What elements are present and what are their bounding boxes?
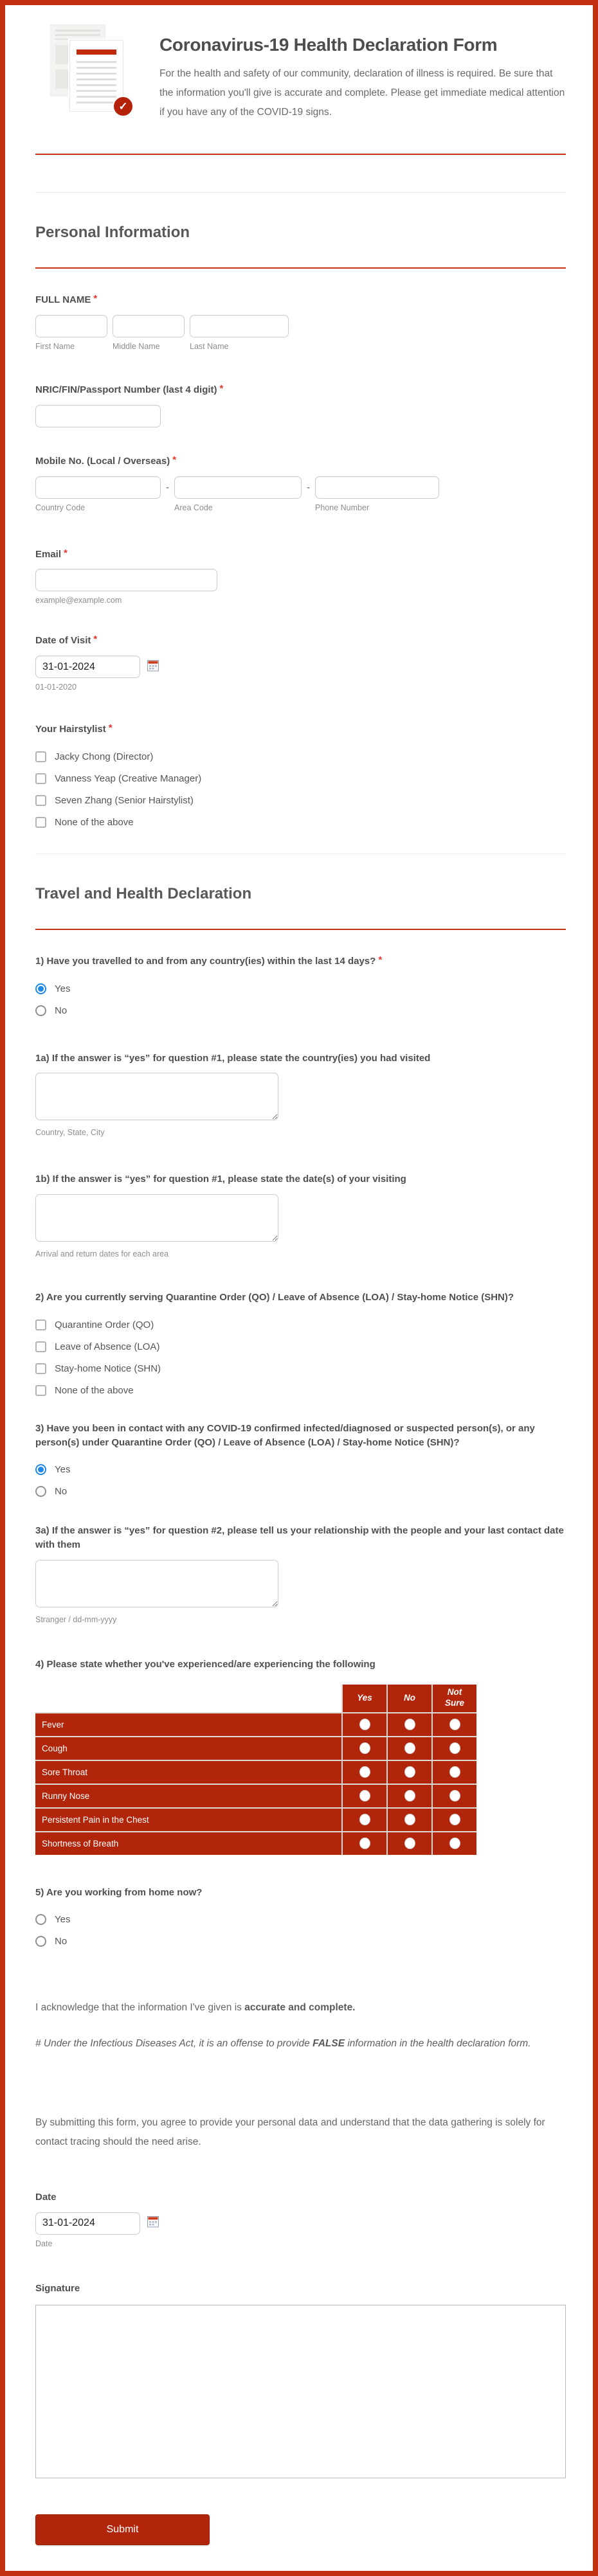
infectious-diseases-note: # Under the Infectious Diseases Act, it is an offense to provide FALSE information in the health declaration form. xyxy=(35,2038,531,2050)
full-name-label: FULL NAME * xyxy=(35,293,98,306)
q1-yes-option[interactable]: Yes xyxy=(35,983,566,994)
date-label: Date xyxy=(35,2192,57,2203)
required-asterisk: * xyxy=(93,634,98,645)
radio[interactable] xyxy=(450,1719,460,1730)
symptom-table xyxy=(35,1685,476,1855)
q5-label: 5) Are you working from home now? xyxy=(35,1886,203,1898)
symptom-row-label: Runny Nose xyxy=(35,1785,341,1807)
date-of-visit-input[interactable] xyxy=(35,656,140,678)
q4-chestpain-notsure-cell[interactable] xyxy=(433,1809,476,1831)
q1-options xyxy=(35,983,566,1016)
q4-sorethroat-notsure-cell[interactable] xyxy=(433,1761,476,1784)
radio-selected[interactable] xyxy=(35,1464,46,1475)
q1-no-option[interactable]: No xyxy=(35,1005,566,1016)
q1b-sublabel: Arrival and return dates for each area xyxy=(35,1249,169,1258)
radio[interactable] xyxy=(405,1838,415,1848)
form-description: For the health and safety of our community, declaration of illness is required. Be sure that the information you'll give is accurate and complete. Please get immediate medical attention if you have any of the COVID-19 signs. xyxy=(159,68,565,118)
radio[interactable] xyxy=(35,1005,46,1016)
q3a-label: 3a) If the answer is “yes” for question #2, please tell us your relationship with the people and your last contact date with them xyxy=(35,1525,564,1550)
middle-name-input[interactable] xyxy=(113,315,185,337)
symptom-row-label: Sore Throat xyxy=(35,1761,341,1784)
area-code-input[interactable] xyxy=(174,476,302,499)
q4-label: 4) Please state whether you've experienced/are experiencing the following xyxy=(35,1658,376,1670)
phone-number-input[interactable] xyxy=(315,476,439,499)
q4-cough-no-cell[interactable] xyxy=(388,1737,431,1760)
q3-options xyxy=(35,1464,566,1497)
email-sublabel: example@example.com xyxy=(35,596,122,605)
date-sublabel: Date xyxy=(35,2239,53,2248)
radio[interactable] xyxy=(405,1719,415,1730)
section-heading-travel: Travel and Health Declaration xyxy=(35,884,252,902)
q4-cough-notsure-cell[interactable] xyxy=(433,1737,476,1760)
document-check-icon xyxy=(50,24,129,116)
q5-no-option[interactable]: No xyxy=(35,1936,566,1947)
q1a-label: 1a) If the answer is “yes” for question #1, please state the country(ies) you had visited xyxy=(35,1052,431,1064)
required-asterisk: * xyxy=(172,454,177,465)
q5-options xyxy=(35,1914,566,1947)
q1b-label: 1b) If the answer is “yes” for question #1, please state the date(s) of your visiting xyxy=(35,1174,406,1185)
email-label: Email * xyxy=(35,547,68,560)
checkbox[interactable] xyxy=(35,1341,46,1352)
q4-runnynose-notsure-cell[interactable] xyxy=(433,1785,476,1807)
symptom-row-label: Persistent Pain in the Chest xyxy=(35,1809,341,1831)
checkbox[interactable] xyxy=(35,817,46,828)
column-header-no: No xyxy=(388,1685,431,1712)
email-input[interactable] xyxy=(35,569,217,591)
consent-text: By submitting this form, you agree to provide your personal data and understand that the data gathering is solely for contact tracing should the need arise. xyxy=(35,2116,545,2147)
table-corner xyxy=(35,1685,341,1712)
country-code-input[interactable] xyxy=(35,476,161,499)
phone-number-sublabel: Phone Number xyxy=(315,503,370,512)
radio[interactable] xyxy=(450,1838,460,1848)
radio[interactable] xyxy=(35,1936,46,1947)
q1-label: 1) Have you travelled to and from any country(ies) within the last 14 days? * xyxy=(35,954,383,967)
q2-option[interactable]: None of the above xyxy=(35,1385,566,1396)
radio[interactable] xyxy=(450,1767,460,1777)
q4-chestpain-yes-cell[interactable] xyxy=(343,1809,386,1831)
radio[interactable] xyxy=(35,1486,46,1497)
symptom-row-label: Fever xyxy=(35,1713,341,1736)
radio[interactable] xyxy=(35,1914,46,1925)
required-asterisk: * xyxy=(108,722,113,733)
acknowledgement-text: I acknowledge that the information I've given is accurate and complete. xyxy=(35,2002,356,2014)
mobile-inputs xyxy=(35,476,566,512)
nric-label: NRIC/FIN/Passport Number (last 4 digit) * xyxy=(35,383,224,395)
checkbox[interactable] xyxy=(35,751,46,762)
country-code-sublabel: Country Code xyxy=(35,503,86,512)
column-header-not-sure: Not Sure xyxy=(433,1685,476,1712)
phone-dash: - xyxy=(307,481,310,493)
q4-runnynose-yes-cell[interactable] xyxy=(343,1785,386,1807)
column-header-yes: Yes xyxy=(343,1685,386,1712)
date-input[interactable] xyxy=(35,2212,140,2235)
calendar-icon[interactable] xyxy=(147,2215,159,2231)
q5-yes-option[interactable]: Yes xyxy=(35,1914,566,1925)
radio-selected[interactable] xyxy=(35,983,46,994)
full-name-inputs xyxy=(35,315,566,351)
checkbox[interactable] xyxy=(35,1319,46,1330)
signature-pad[interactable] xyxy=(35,2305,566,2478)
radio[interactable] xyxy=(450,1791,460,1801)
last-name-sublabel: Last Name xyxy=(190,342,229,351)
q2-option[interactable]: Stay-home Notice (SHN) xyxy=(35,1363,566,1374)
required-asterisk: * xyxy=(378,954,383,965)
mobile-label: Mobile No. (Local / Overseas) * xyxy=(35,454,177,467)
q1a-textarea[interactable] xyxy=(35,1073,278,1120)
header-divider xyxy=(35,154,566,155)
radio[interactable] xyxy=(405,1767,415,1777)
radio[interactable] xyxy=(360,1814,370,1825)
q2-options xyxy=(35,1319,566,1396)
q2-option[interactable]: Leave of Absence (LOA) xyxy=(35,1341,566,1352)
q2-option[interactable]: Quarantine Order (QO) xyxy=(35,1319,566,1330)
required-asterisk: * xyxy=(93,293,98,305)
q4-chestpain-no-cell[interactable] xyxy=(388,1809,431,1831)
nric-input[interactable] xyxy=(35,405,161,427)
radio[interactable] xyxy=(405,1814,415,1825)
form-title: Coronavirus-19 Health Declaration Form xyxy=(159,35,498,55)
first-name-sublabel: First Name xyxy=(35,342,75,351)
submit-button[interactable]: Submit xyxy=(35,2514,210,2545)
symptom-row-label: Shortness of Breath xyxy=(35,1832,341,1855)
q4-sorethroat-yes-cell[interactable] xyxy=(343,1761,386,1784)
form-header xyxy=(50,24,566,121)
checkbox[interactable] xyxy=(35,773,46,784)
hairstylist-label: Your Hairstylist * xyxy=(35,722,113,735)
q1b-textarea[interactable] xyxy=(35,1194,278,1242)
required-asterisk: * xyxy=(219,383,224,394)
checkbox[interactable] xyxy=(35,1363,46,1374)
q1a-sublabel: Country, State, City xyxy=(35,1128,105,1138)
signature-label: Signature xyxy=(35,2282,80,2294)
hairstylist-options xyxy=(35,751,566,828)
q3-no-option[interactable]: No xyxy=(35,1486,566,1497)
checkmark-icon: ✓ xyxy=(113,96,134,117)
q3-yes-option[interactable]: Yes xyxy=(35,1464,566,1475)
radio[interactable] xyxy=(360,1767,370,1777)
hairstylist-option[interactable]: Jacky Chong (Director) xyxy=(35,751,566,762)
middle-name-sublabel: Middle Name xyxy=(113,342,160,351)
q4-breath-notsure-cell[interactable] xyxy=(433,1832,476,1855)
q3-label: 3) Have you been in contact with any COVID-19 confirmed infected/diagnosed or suspected person(s), or any person(s) under Quarantine Order (QO) / Leave of Absence (LOA) / Stay-home Notice (SHN)? xyxy=(35,1422,535,1448)
q4-breath-no-cell[interactable] xyxy=(388,1832,431,1855)
radio[interactable] xyxy=(450,1743,460,1753)
q3a-textarea[interactable] xyxy=(35,1560,278,1607)
radio[interactable] xyxy=(405,1791,415,1801)
first-name-input[interactable] xyxy=(35,315,107,337)
last-name-input[interactable] xyxy=(190,315,289,337)
q4-runnynose-no-cell[interactable] xyxy=(388,1785,431,1807)
radio[interactable] xyxy=(450,1814,460,1825)
q3a-sublabel: Stranger / dd-mm-yyyy xyxy=(35,1614,117,1624)
radio[interactable] xyxy=(405,1743,415,1753)
q4-sorethroat-no-cell[interactable] xyxy=(388,1761,431,1784)
section-separator xyxy=(35,192,566,193)
date-of-visit-label: Date of Visit * xyxy=(35,634,98,647)
personal-divider xyxy=(35,267,566,269)
radio[interactable] xyxy=(360,1791,370,1801)
q4-fever-no-cell[interactable] xyxy=(388,1713,431,1736)
checkbox[interactable] xyxy=(35,1385,46,1396)
radio[interactable] xyxy=(360,1719,370,1730)
radio[interactable] xyxy=(360,1743,370,1753)
hairstylist-option[interactable]: Vanness Yeap (Creative Manager) xyxy=(35,773,566,784)
travel-divider xyxy=(35,929,566,930)
date-of-visit-sublabel: 01-01-2020 xyxy=(35,683,77,692)
q4-cough-yes-cell[interactable] xyxy=(343,1737,386,1760)
calendar-icon[interactable] xyxy=(147,659,159,675)
hairstylist-option[interactable]: None of the above xyxy=(35,817,566,828)
q4-fever-notsure-cell[interactable] xyxy=(433,1713,476,1736)
q2-label: 2) Are you currently serving Quarantine Order (QO) / Leave of Absence (LOA) / Stay-home Notice (SHN)? xyxy=(35,1292,514,1303)
symptom-row-label: Cough xyxy=(35,1737,341,1760)
section-heading-personal: Personal Information xyxy=(35,224,190,242)
q4-fever-yes-cell[interactable] xyxy=(343,1713,386,1736)
checkbox[interactable] xyxy=(35,795,46,806)
q4-breath-yes-cell[interactable] xyxy=(343,1832,386,1855)
area-code-sublabel: Area Code xyxy=(174,503,213,512)
hairstylist-option[interactable]: Seven Zhang (Senior Hairstylist) xyxy=(35,795,566,806)
radio[interactable] xyxy=(360,1838,370,1848)
required-asterisk: * xyxy=(64,547,68,559)
phone-dash: - xyxy=(166,481,169,493)
